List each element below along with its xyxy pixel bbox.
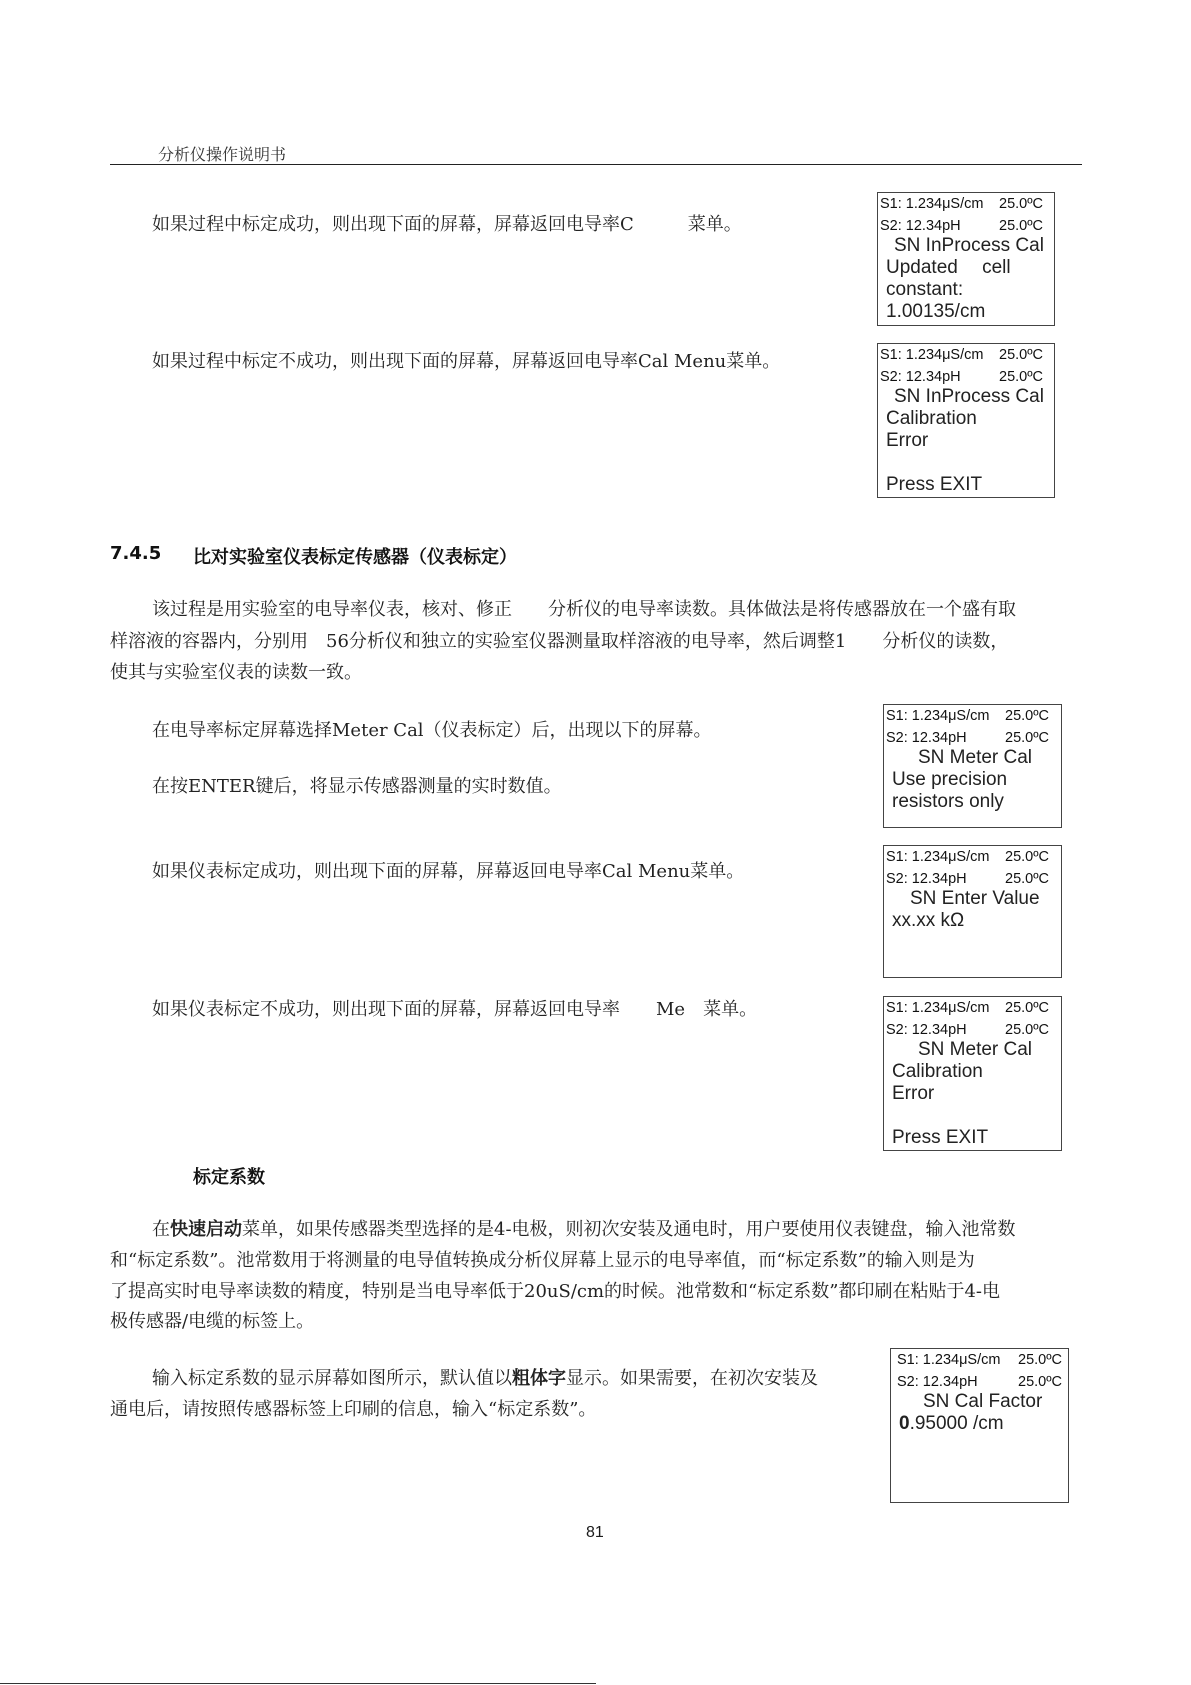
intro-line-2: 样溶液的容器内，分别用 56分析仪和独立的实验室仪器测量取样溶液的电导率，然后调整1 分析仪的读数， xyxy=(110,631,1009,652)
lcd-screen-inprocess-updated xyxy=(877,192,1055,326)
text-run: 在 xyxy=(152,1219,170,1240)
lcd-s1-temp: 25.0ºC xyxy=(1018,1352,1062,1368)
lcd-line-2: xx.xx kΩ xyxy=(892,910,965,931)
factor-line-3: 了提高实时电导率读数的精度，特别是当电导率低于20uS/cm的时候。池常数和“标定系数”都印刷在粘贴于4-电 xyxy=(110,1281,1000,1302)
factor-value: .95000 /cm xyxy=(909,1413,1004,1434)
lcd-s2-reading: S2: 12.34pH xyxy=(886,1022,967,1038)
lcd-s2-reading: S2: 12.34pH xyxy=(880,218,961,234)
paragraph-meter-cal-select: 在电导率标定屏幕选择Meter Cal（仪表标定）后，出现以下的屏幕。 xyxy=(152,720,712,741)
header-divider xyxy=(110,164,1082,165)
lcd-line-3: resistors only xyxy=(892,791,1004,812)
factor2-line-2: 通电后，请按照传感器标签上印刷的信息，输入“标定系数”。 xyxy=(110,1399,597,1420)
subheading-cal-factor: 标定系数 xyxy=(193,1167,265,1188)
lcd-s1-reading: S1: 1.234μS/cm xyxy=(880,347,984,363)
section-number: 7.4.5 xyxy=(110,543,162,564)
lcd-line-1: SN Meter Cal xyxy=(918,1039,1033,1060)
factor-line-4: 极传感器/电缆的标签上。 xyxy=(110,1311,315,1332)
intro-line-1: 该过程是用实验室的电导率仪表，核对、修正 分析仪的电导率读数。具体做法是将传感器放在一个盛有取 xyxy=(152,599,1016,620)
lcd-line-1: SN Cal Factor xyxy=(923,1391,1043,1412)
lcd-s1-reading: S1: 1.234μS/cm xyxy=(886,708,990,724)
lcd-line-2: Calibration xyxy=(892,1061,983,1082)
lcd-s2-temp: 25.0ºC xyxy=(1005,871,1049,887)
paragraph-cal-failure: 如果过程中标定不成功，则出现下面的屏幕，屏幕返回电导率Cal Menu菜单。 xyxy=(152,351,781,372)
emphasis-bold-text: 粗体字 xyxy=(512,1368,566,1389)
lcd-line-2: Calibration xyxy=(886,408,977,429)
paragraph-cal-success: 如果过程中标定成功，则出现下面的屏幕，屏幕返回电导率C 菜单。 xyxy=(152,214,742,235)
factor-line-2: 和“标定系数”。池常数用于将测量的电导值转换成分析仪屏幕上显示的电导率值，而“标定系数”的输入则是为 xyxy=(110,1250,975,1271)
lcd-s1-reading: S1: 1.234μS/cm xyxy=(886,1000,990,1016)
lcd-s1-temp: 25.0ºC xyxy=(1005,849,1049,865)
lcd-line-2: Use precision xyxy=(892,769,1008,790)
lcd-s2-reading: S2: 12.34pH xyxy=(886,730,967,746)
paragraph-meter-cal-failure: 如果仪表标定不成功，则出现下面的屏幕，屏幕返回电导率 Me 菜单。 xyxy=(152,999,758,1020)
lcd-line-1: SN InProcess Cal xyxy=(894,386,1044,407)
lcd-s2-temp: 25.0ºC xyxy=(999,369,1043,385)
factor-line-1 xyxy=(152,1215,1016,1245)
lcd-line-3: Error xyxy=(886,430,929,451)
lcd-s1-reading: S1: 1.234μS/cm xyxy=(880,196,984,212)
lcd-screen-meter-cal-error xyxy=(883,996,1062,1151)
default-bold-digit: 0 xyxy=(899,1413,910,1434)
lcd-screen-inprocess-error xyxy=(877,343,1055,498)
section-title: 比对实验室仪表标定传感器（仪表标定） xyxy=(193,547,517,568)
lcd-line-2 xyxy=(899,1413,1004,1435)
lcd-screen-cal-factor xyxy=(890,1348,1069,1503)
lcd-s1-temp: 25.0ºC xyxy=(1005,708,1049,724)
lcd-s1-temp: 25.0ºC xyxy=(999,347,1043,363)
text-run: 输入标定系数的显示屏幕如图所示，默认值以 xyxy=(152,1368,512,1389)
factor2-line-1 xyxy=(152,1364,818,1394)
lcd-s2-temp: 25.0ºC xyxy=(1005,730,1049,746)
lcd-screen-meter-cal xyxy=(883,704,1062,828)
footer-rule xyxy=(0,1683,596,1684)
lcd-s2-reading: S2: 12.34pH xyxy=(886,871,967,887)
lcd-line-2: Updated cell xyxy=(886,257,1011,278)
intro-line-3: 使其与实验室仪表的读数一致。 xyxy=(110,662,362,683)
running-header: 分析仪操作说明书 xyxy=(158,145,287,164)
lcd-s2-reading: S2: 12.34pH xyxy=(897,1374,978,1390)
lcd-s2-temp: 25.0ºC xyxy=(1005,1022,1049,1038)
page-number: 81 xyxy=(586,1524,604,1541)
lcd-line-1: SN Meter Cal xyxy=(918,747,1033,768)
lcd-s1-temp: 25.0ºC xyxy=(1005,1000,1049,1016)
lcd-s2-temp: 25.0ºC xyxy=(999,218,1043,234)
emphasis-quick-start: 快速启动 xyxy=(170,1219,242,1240)
lcd-screen-enter-value xyxy=(883,845,1062,978)
lcd-s2-reading: S2: 12.34pH xyxy=(880,369,961,385)
paragraph-meter-cal-success: 如果仪表标定成功，则出现下面的屏幕，屏幕返回电导率Cal Menu菜单。 xyxy=(152,861,745,882)
paragraph-press-enter: 在按ENTER键后，将显示传感器测量的实时数值。 xyxy=(152,776,562,797)
lcd-line-1: SN InProcess Cal xyxy=(894,235,1044,256)
lcd-line-4: Press EXIT xyxy=(886,474,983,495)
lcd-line-1: SN Enter Value xyxy=(910,888,1040,909)
lcd-line-3: constant: xyxy=(886,279,964,300)
lcd-line-4: Press EXIT xyxy=(892,1127,989,1148)
text-run: 显示。如果需要，在初次安装及 xyxy=(566,1368,818,1389)
lcd-line-3: Error xyxy=(892,1083,935,1104)
lcd-s1-reading: S1: 1.234μS/cm xyxy=(886,849,990,865)
lcd-line-4: 1.00135/cm xyxy=(886,301,986,322)
lcd-s1-reading: S1: 1.234μS/cm xyxy=(897,1352,1001,1368)
text-run: 菜单，如果传感器类型选择的是4-电极，则初次安装及通电时，用户要使用仪表键盘，输入池常数 xyxy=(242,1219,1016,1240)
lcd-s2-temp: 25.0ºC xyxy=(1018,1374,1062,1390)
lcd-s1-temp: 25.0ºC xyxy=(999,196,1043,212)
